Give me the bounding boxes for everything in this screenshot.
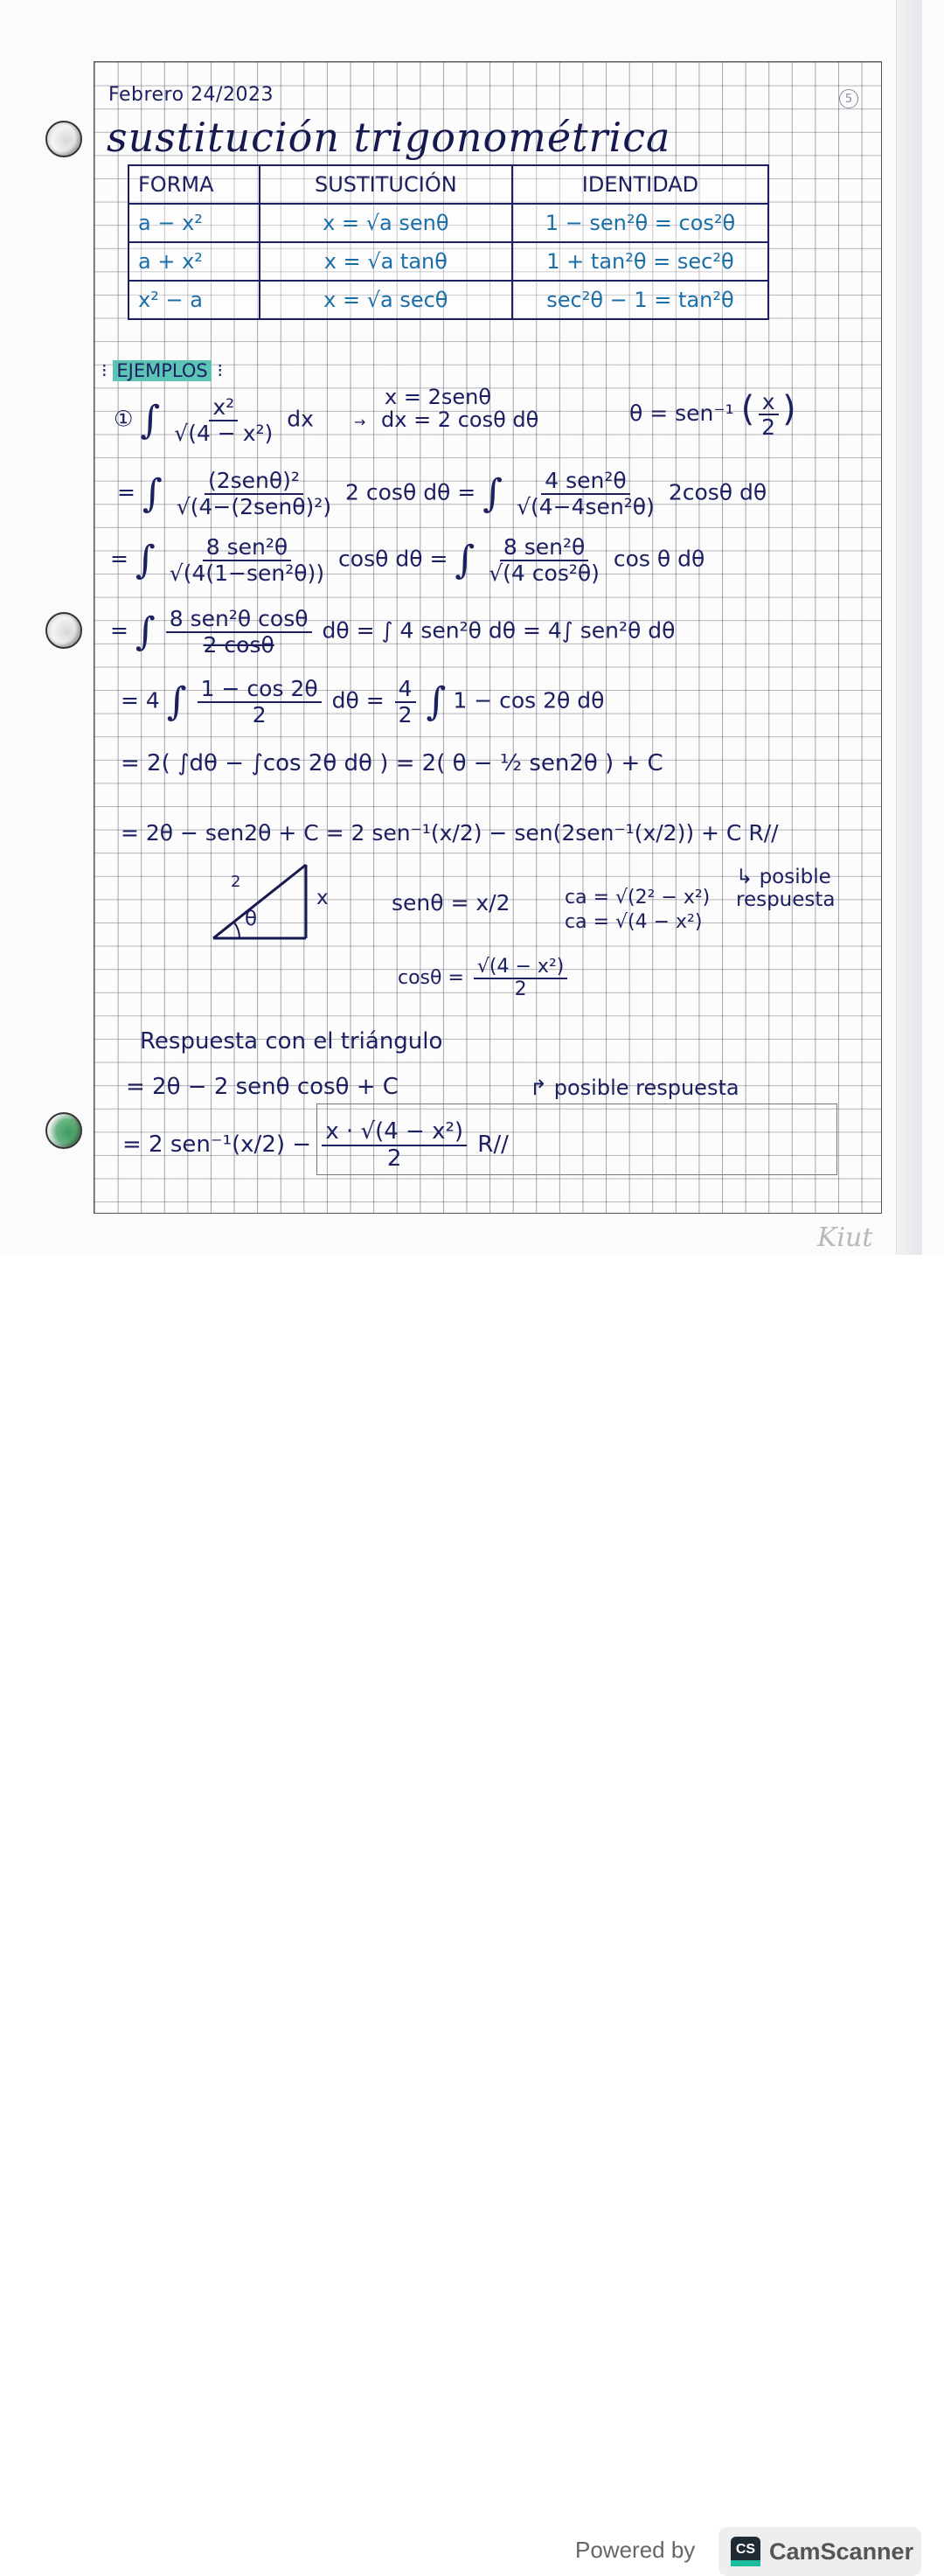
example-1-statement: ① ∫ $\frac{\text{x²}}{\text{√(4 − x²)}}$ dx →	[114, 394, 366, 446]
cell-sustitucion: x = √a tanθ	[260, 242, 512, 281]
theta-definition: θ = sen⁻¹ ( $\frac{x}{2}$ )	[629, 388, 796, 440]
table-header-row	[128, 165, 768, 204]
right-triangle-diagram	[210, 861, 323, 949]
cell-identidad: 1 − sen²θ = cos²θ	[512, 204, 768, 242]
substitution-line-2: dx = 2 cosθ dθ	[381, 407, 539, 432]
step-3: = ∫ $\frac{\text{8 sen²θ cosθ}}{2 \cos\theta}$ dθ = ∫ 4 sen²θ dθ = 4∫ sen²θ dθ	[110, 606, 676, 658]
header-sustitucion: SUSTITUCIÓN	[260, 165, 512, 204]
step-1: = ∫ $\frac{\text{(2senθ)²}}{\text{√(4−(2senθ)²)}}$ 2 cosθ dθ = ∫ $\frac{\text{4 sen²θ}}{\text{√(4−4sen²θ)}}$ 2cosθ dθ	[117, 468, 767, 519]
triangle-step-1: = 2θ − 2 senθ cosθ + C	[126, 1074, 399, 1100]
cell-forma: a − x²	[128, 204, 260, 242]
table-row	[128, 281, 768, 319]
camscanner-brand-name: CamScanner	[769, 2538, 914, 2565]
cosine-relation: cosθ = $\frac{\text{√(4 − x²)}}{2}$	[398, 957, 571, 1000]
header-identidad: IDENTIDAD	[512, 165, 768, 204]
punch-hole-icon	[45, 612, 82, 649]
possible-answer-note: ↳ posible respuesta	[736, 866, 836, 911]
bullet-icon: ⁝	[217, 360, 224, 381]
adjacent-side-1: ca = √(2² − x²)	[565, 887, 711, 909]
triangle-opposite: x	[316, 887, 329, 909]
paper-edge	[896, 0, 922, 1255]
examples-label: EJEMPLOS	[113, 360, 211, 381]
step-5: = 2( ∫dθ − ∫cos 2θ dθ ) = 2( θ − ½ sen2θ ) + C	[121, 750, 663, 776]
cell-forma: a + x²	[128, 242, 260, 281]
triangle-angle: θ	[245, 908, 258, 930]
page-number: 5	[839, 89, 858, 108]
scanned-page	[0, 0, 944, 1255]
triangle-hypotenuse: 2	[231, 873, 241, 891]
arrow-icon: →	[353, 413, 366, 430]
triangle-answer-heading: Respuesta con el triángulo	[140, 1028, 443, 1055]
substitution-table	[128, 164, 769, 320]
header-forma: FORMA	[128, 165, 260, 204]
adjacent-side-2: ca = √(4 − x²)	[565, 911, 703, 933]
final-answer: = 2 sen⁻¹(x/2) − $\frac{\text{x · √(4 − x²)}}{2}$ R//	[122, 1118, 509, 1172]
page-title: sustitución trigonométrica	[107, 114, 671, 161]
step-2: = ∫ $\frac{\text{8 sen²θ}}{\text{√(4(1−sen²θ))}}$ cosθ dθ = ∫ $\frac{\text{8 sen²θ}}{\text{√(4 cos²θ)}}$ cos θ dθ	[110, 534, 705, 586]
examples-heading	[101, 360, 223, 381]
integral-sign: ∫	[140, 398, 161, 442]
step-4: = 4 ∫ $\frac{1 - \cos 2\theta}{2}$ dθ = $\frac{4}{2}$ ∫ 1 − cos 2θ dθ	[121, 676, 605, 728]
date-text: Febrero 24/2023	[108, 84, 274, 106]
camscanner-logo-icon: CS	[731, 2537, 760, 2566]
step-6: = 2θ − sen2θ + C = 2 sen⁻¹(x/2) − sen(2sen⁻¹(x/2)) + C R//	[121, 820, 779, 846]
camscanner-badge[interactable]	[718, 2527, 921, 2576]
powered-by-text: Powered by	[575, 2537, 696, 2563]
table-row	[128, 204, 768, 242]
sine-relation: senθ = x/2	[392, 890, 510, 916]
signature: Kiut	[817, 1222, 873, 1253]
example-number: ①	[114, 406, 134, 432]
fraction: $\frac{\text{x²}}{\text{√(4 − x²)}}$	[174, 394, 274, 446]
cell-identidad: sec²θ − 1 = tan²θ	[512, 281, 768, 319]
cell-sustitucion: x = √a secθ	[260, 281, 512, 319]
possible-answer-note-2: ↱ posible respuesta	[530, 1076, 739, 1100]
punch-hole-icon	[45, 1112, 82, 1149]
cell-forma: x² − a	[128, 281, 260, 319]
bullet-icon: ⁝	[101, 360, 108, 381]
substitution-line-1: x = 2senθ	[385, 385, 492, 409]
cell-sustitucion: x = √a senθ	[260, 204, 512, 242]
table-row	[128, 242, 768, 281]
scanner-footer	[0, 1255, 944, 2565]
cell-identidad: 1 + tan²θ = sec²θ	[512, 242, 768, 281]
punch-hole-icon	[45, 121, 82, 157]
